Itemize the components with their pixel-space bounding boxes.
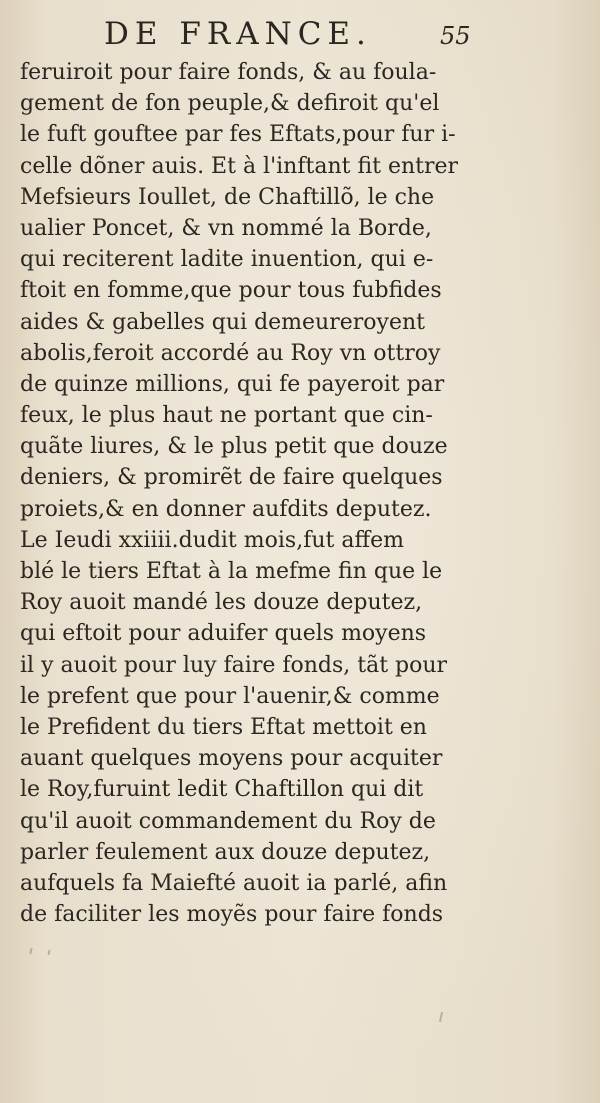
text-line: le Roy,furuint ledit Chaftillon qui dit xyxy=(20,777,424,803)
text-line: ualier Poncet, & vn nommé la Borde, xyxy=(20,215,432,241)
running-title: DE FRANCE. xyxy=(104,16,372,52)
text-line: Mefsieurs Ioullet, de Chaftillõ, le che xyxy=(20,184,435,210)
text-line: aides & gabelles qui demeureroyent xyxy=(20,309,425,335)
text-line: le Prefident du tiers Eftat mettoit en xyxy=(20,714,427,740)
text-line: gement de fon peuple,& defiroit qu'el xyxy=(20,91,440,117)
text-line: parler feulement aux douze deputez, xyxy=(20,839,431,865)
text-line: auant quelques moyens pour acquiter xyxy=(20,746,443,772)
text-line: celle dõner auis. Et à l'inftant fit entrer xyxy=(20,153,459,179)
text-line: Roy auoit mandé les douze deputez, xyxy=(20,590,423,616)
text-line: le prefent que pour l'auenir,& comme xyxy=(20,683,440,709)
text-line: quãte liures, & le plus petit que douze xyxy=(20,434,448,460)
text-line: de quinze millions, qui fe payeroit par xyxy=(20,371,445,397)
body-text xyxy=(20,57,470,930)
text-line: qui eftoit pour aduifer quels moyens xyxy=(20,621,427,647)
page-number: 55 xyxy=(440,22,471,50)
paper-speck xyxy=(48,950,51,955)
text-line: le fuft gouftee par fes Eftats,pour fur i- xyxy=(20,122,456,148)
text-line: qui reciterent ladite inuention, qui e- xyxy=(20,247,434,273)
text-line: deniers, & promirẽt de faire quelques xyxy=(20,465,443,491)
paper-speck xyxy=(29,948,32,954)
text-line: abolis,feroit accordé au Roy vn ottroy xyxy=(20,340,441,366)
text-line: ftoit en fomme,que pour tous fubfides xyxy=(20,278,442,304)
text-line: qu'il auoit commandement du Roy de xyxy=(20,808,436,834)
paper-speck xyxy=(439,1012,443,1022)
page-header xyxy=(0,14,600,54)
text-line: feux, le plus haut ne portant que cin- xyxy=(20,403,433,429)
text-line: blé le tiers Eftat à la mefme fin que le xyxy=(20,559,443,584)
text-line: Le Ieudi xxiiii.dudit mois,fut affem xyxy=(20,527,404,553)
text-line: feruiroit pour faire fonds, & au foula- xyxy=(20,60,437,85)
text-line: il y auoit pour luy faire fonds, tãt pour xyxy=(20,652,448,678)
text-line: aufquels fa Maiefté auoit ia parlé, afin xyxy=(20,870,448,896)
text-line: de faciliter les moyẽs pour faire fonds xyxy=(20,902,444,928)
text-line: proiets,& en donner aufdits deputez. xyxy=(20,496,432,522)
